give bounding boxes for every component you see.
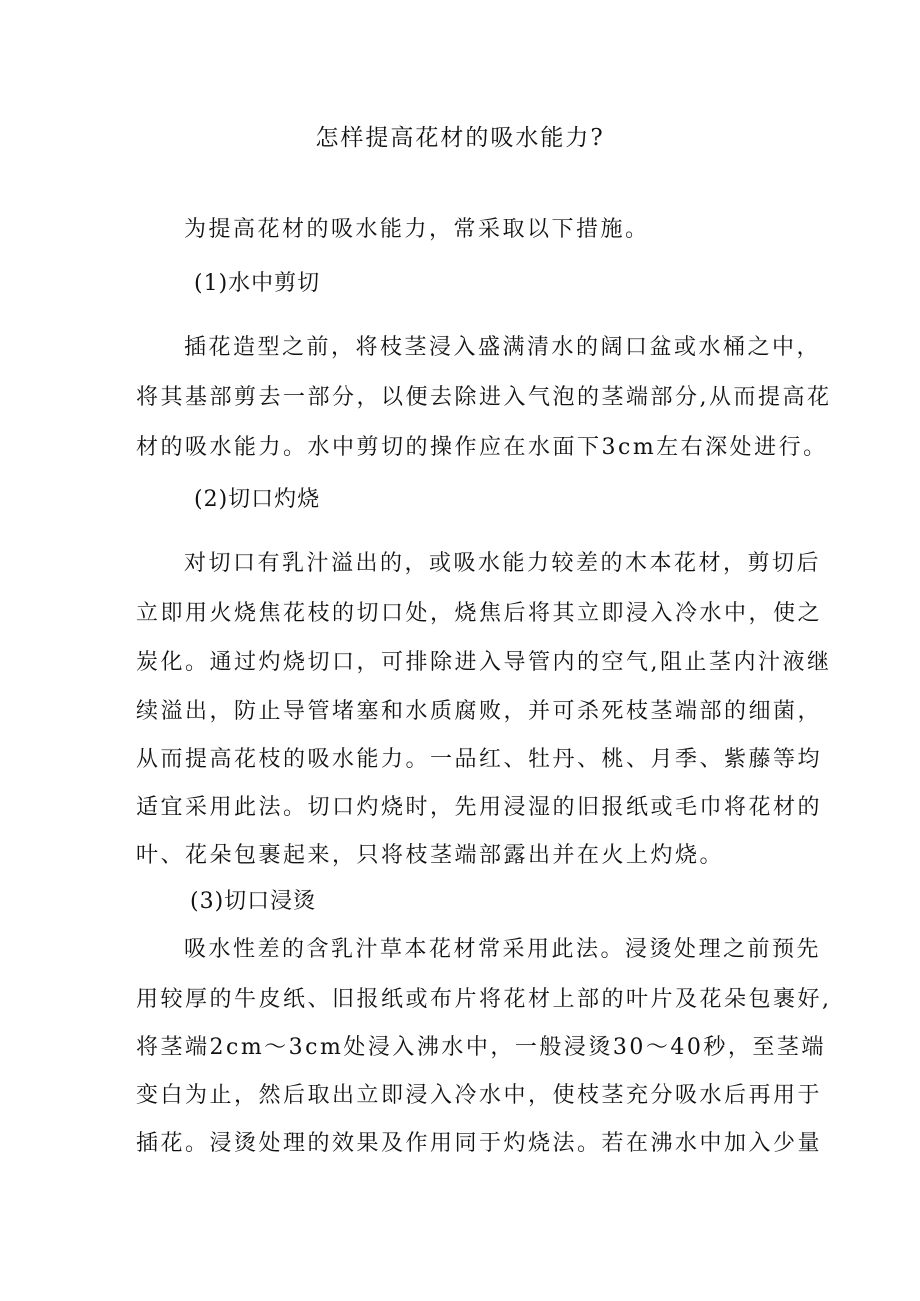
section-1-line-1: 插花造型之前，将枝茎浸入盛满清水的阔口盆或水桶之中， xyxy=(184,335,822,360)
section-2-line-2: 立即用火烧焦花枝的切口处，烧焦后将其立即浸入冷水中，使之 xyxy=(136,601,823,626)
section-3-line-5: 插花。浸烫处理的效果及作用同于灼烧法。若在沸水中加入少量 xyxy=(136,1131,823,1156)
section-2-line-5: 从而提高花枝的吸水能力。一品红、牡丹、桃、月季、紫藤等均 xyxy=(136,747,823,772)
section-3-line-1: 吸水性差的含乳汁草本花材常采用此法。浸烫处理之前预先 xyxy=(184,937,822,962)
intro-paragraph: 为提高花材的吸水能力，常采取以下措施。 xyxy=(184,217,650,242)
section-3-line-3: 将茎端2cm～3cm处浸入沸水中，一般浸烫30～40秒，至茎端 xyxy=(136,1035,826,1060)
section-heading-3: (3)切口浸烫 xyxy=(190,889,317,914)
section-3-line-4: 变白为止，然后取出立即浸入冷水中，使枝茎充分吸水后再用于 xyxy=(136,1083,823,1108)
document-title: 怎样提高花材的吸水能力? xyxy=(315,125,605,151)
section-3-line-2: 用较厚的牛皮纸、旧报纸或布片将花材上部的叶片及花朵包裹好, xyxy=(136,987,832,1012)
section-heading-1: (1)水中剪切 xyxy=(194,271,321,296)
section-2-line-6: 适宜采用此法。切口灼烧时，先用浸湿的旧报纸或毛巾将花材的 xyxy=(136,795,823,820)
section-2-line-7: 叶、花朵包裹起来，只将枝茎端部露出并在火上灼烧。 xyxy=(136,843,725,868)
section-1-line-3: 材的吸水能力。水中剪切的操作应在水面下3cm左右深处进行。 xyxy=(136,435,828,460)
section-2-line-4: 续溢出，防止导管堵塞和水质腐败，并可杀死枝茎端部的细菌， xyxy=(136,699,823,724)
section-2-line-1: 对切口有乳汁溢出的，或吸水能力较差的木本花材，剪切后 xyxy=(184,551,822,576)
section-2-line-3: 炭化。通过灼烧切口，可排除进入导管内的空气,阻止茎内汁液继 xyxy=(136,650,832,675)
section-heading-2: (2)切口灼烧 xyxy=(194,487,321,512)
section-1-line-2: 将其基部剪去一部分，以便去除进入气泡的茎端部分,从而提高花 xyxy=(136,385,832,410)
